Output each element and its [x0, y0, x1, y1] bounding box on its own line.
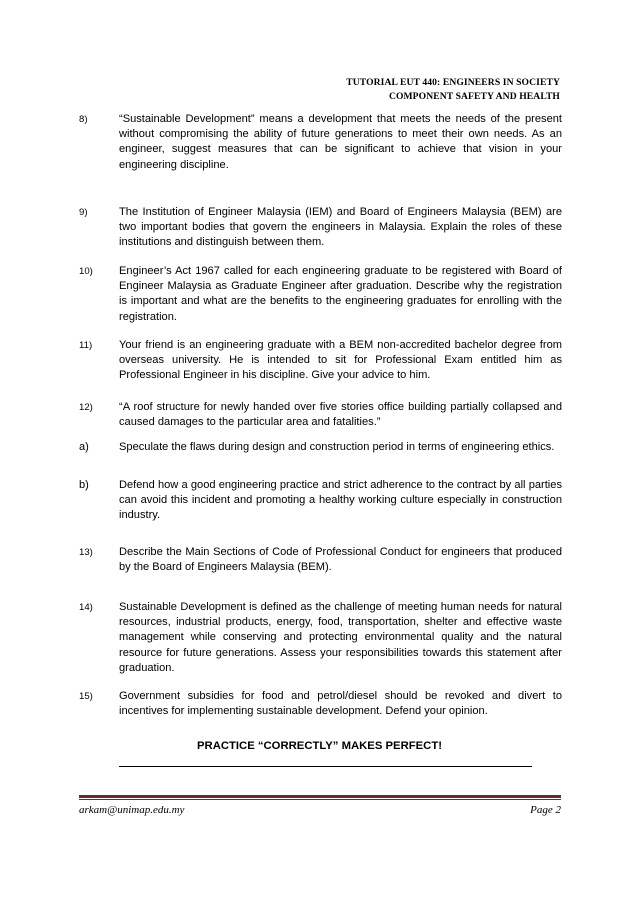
footer-page-number: Page 2 — [530, 804, 561, 816]
question-number: a) — [79, 441, 89, 453]
question-text: “A roof structure for newly handed over five stories office building partially collapsed and caused damages to the particular area and fatalities.” — [119, 401, 562, 429]
footer-divider-thin — [79, 799, 561, 800]
question-text: Government subsidies for food and petrol/diesel should be revoked and divert to incentives for implementing sustainable development. Defend your opinion. — [119, 690, 562, 718]
question-text: Engineer’s Act 1967 called for each engineering graduate to be registered with Board of Engineer Malaysia as Graduate Engineer after graduation. Describe why the registration is important and what are the benefits to the engineering graduates for enrolling with the registration. — [119, 265, 562, 323]
question-number: 8) — [79, 114, 88, 125]
question-9 — [79, 205, 562, 251]
question-12 — [79, 400, 562, 430]
question-text: Your friend is an engineering graduate with a BEM non-accredited bachelor degree from overseas university. He is intended to sit for Professional Exam entitled him as Professional Engineer in his discipline. Give your advice to him. — [119, 339, 562, 382]
question-13 — [79, 545, 562, 575]
question-text: “Sustainable Development” means a development that meets the needs of the present without compromising the ability of future generations to meet their own needs. As an engineer, suggest measures that can be significant to achieve that vision in your engineering discipline. — [119, 113, 562, 171]
question-text: Defend how a good engineering practice and strict adherence to the contract by all parties can avoid this incident and promoting a healthy working culture especially in construction industry. — [119, 479, 562, 522]
header-component-title: COMPONENT SAFETY AND HEALTH — [388, 91, 560, 102]
header-course-title: TUTORIAL EUT 440: ENGINEERS IN SOCIETY — [346, 77, 560, 88]
footer-divider-thick — [79, 795, 561, 798]
question-number: b) — [79, 479, 89, 491]
document-header — [330, 76, 560, 104]
closing-motto: PRACTICE “CORRECTLY” MAKES PERFECT! — [197, 740, 442, 752]
question-number: 13) — [79, 547, 93, 558]
question-number: 14) — [79, 602, 93, 613]
question-number: 15) — [79, 691, 93, 702]
question-12a — [79, 440, 562, 455]
closing-divider — [119, 766, 532, 767]
question-number: 10) — [79, 266, 93, 277]
question-text: Sustainable Development is defined as the challenge of meeting human needs for natural resources, industrial products, energy, food, transportation, shelter and effective waste management while conserving and protecting environmental quality and the natural resource for future generations. Assess your responsibilities towards this statement after graduation. — [119, 601, 562, 674]
question-11 — [79, 338, 562, 384]
question-number: 9) — [79, 207, 88, 218]
question-14 — [79, 600, 562, 676]
question-number: 12) — [79, 402, 93, 413]
question-text: The Institution of Engineer Malaysia (IEM) and Board of Engineers Malaysia (BEM) are two important bodies that govern the engineers in Malaysia. Explain the roles of these institutions and distinguish between them. — [119, 206, 562, 249]
question-text: Describe the Main Sections of Code of Professional Conduct for engineers that produced by the Board of Engineers Malaysia (BEM). — [119, 546, 562, 574]
question-10 — [79, 264, 562, 325]
question-number: 11) — [79, 340, 93, 351]
question-text: Speculate the flaws during design and construction period in terms of engineering ethics. — [119, 441, 555, 453]
question-12b — [79, 478, 562, 524]
question-8 — [79, 112, 562, 173]
question-15 — [79, 689, 562, 719]
footer-email: arkam@unimap.edu.my — [79, 804, 185, 816]
